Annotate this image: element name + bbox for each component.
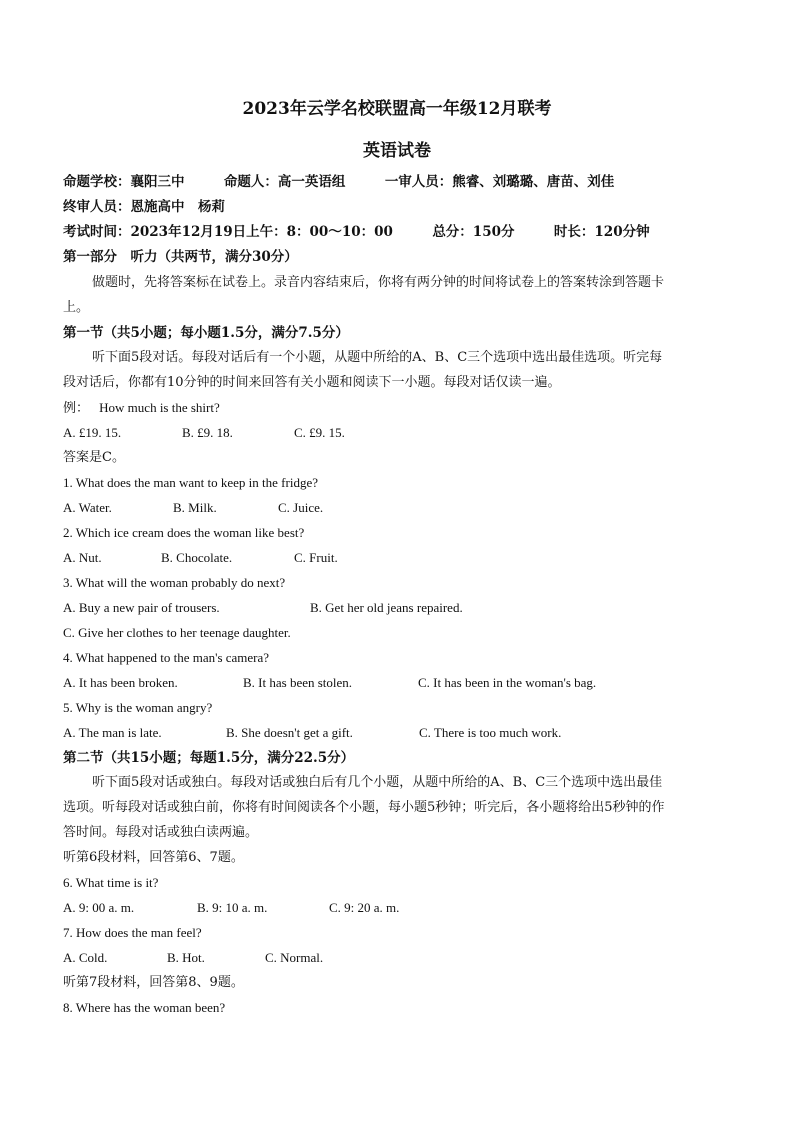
material-6-intro: 听第6段材料，回答第6、7题。 bbox=[63, 850, 244, 865]
q5-option-a: A. The man is late. bbox=[63, 725, 162, 740]
q3-option-b: B. Get her old jeans repaired. bbox=[310, 600, 463, 615]
q1-option-c: C. Juice. bbox=[278, 500, 324, 515]
example-row bbox=[63, 399, 220, 418]
example-label: 例： bbox=[63, 401, 90, 416]
info-row-1 bbox=[63, 173, 614, 191]
info-reviewers: 一审人员：熊睿、刘璐璐、唐苗、刘佳 bbox=[384, 174, 615, 190]
question-7: 7. How does the man feel? bbox=[63, 925, 202, 940]
section2-instr-line1: 听下面5段对话或独白。每段对话或独白后有几个小题，从题中所给的A、B、C三个选项中选出最佳 bbox=[92, 775, 663, 790]
q3-option-c: C. Give her clothes to her teenage daughter. bbox=[63, 625, 291, 640]
q7-option-c: C. Normal. bbox=[265, 950, 324, 965]
info-row-3 bbox=[63, 223, 650, 241]
question-1: 1. What does the man want to keep in the fridge? bbox=[63, 475, 318, 490]
q3-option-a: A. Buy a new pair of trousers. bbox=[63, 600, 220, 615]
q1-option-b: B. Milk. bbox=[173, 500, 217, 515]
exam-title: 2023年云学名校联盟高一年级12月联考 bbox=[242, 99, 552, 119]
q2-option-a: A. Nut. bbox=[63, 550, 102, 565]
info-time: 考试时间：2023年12月19日上午：8：00～10：00 bbox=[63, 224, 393, 240]
example-answer: 答案是C。 bbox=[63, 450, 125, 465]
info-duration: 时长：120分钟 bbox=[553, 224, 650, 240]
example-option-c: C. £9. 15. bbox=[294, 425, 345, 440]
section1-instr-line1: 听下面5段对话。每段对话后有一个小题，从题中所给的A、B、C三个选项中选出最佳选项。听完每 bbox=[92, 350, 663, 365]
part1-intro-line2: 上。 bbox=[63, 300, 90, 315]
section2-instr-line2: 选项。听每段对话或独白前，你将有时间阅读各个小题，每小题5秒钟；听完后，各小题将给出5秒钟的作 bbox=[63, 800, 665, 815]
info-score: 总分：150分 bbox=[432, 224, 515, 240]
q5-option-c: C. There is too much work. bbox=[419, 725, 562, 740]
example-option-b: B. £9. 18. bbox=[182, 425, 233, 440]
q6-option-a: A. 9: 00 a. m. bbox=[63, 900, 135, 915]
example-question: How much is the shirt? bbox=[99, 400, 220, 415]
info-author: 命题人：高一英语组 bbox=[223, 174, 346, 190]
part1-intro-line1: 做题时，先将答案标在试卷上。录音内容结束后，你将有两分钟的时间将试卷上的答案转涂到答题卡 bbox=[92, 275, 665, 290]
question-3: 3. What will the woman probably do next? bbox=[63, 575, 286, 590]
q1-option-a: A. Water. bbox=[63, 500, 112, 515]
question-5: 5. Why is the woman angry? bbox=[63, 700, 213, 715]
part1-heading: 第一部分 听力（共两节，满分30分） bbox=[63, 249, 298, 265]
question-2: 2. Which ice cream does the woman like best? bbox=[63, 525, 305, 540]
q6-option-b: B. 9: 10 a. m. bbox=[197, 900, 268, 915]
section2-instr-line3: 答时间。每段对话或独白读两遍。 bbox=[63, 825, 259, 840]
question-8: 8. Where has the woman been? bbox=[63, 1000, 226, 1015]
q6-option-c: C. 9: 20 a. m. bbox=[329, 900, 400, 915]
question-4: 4. What happened to the man's camera? bbox=[63, 650, 270, 665]
q4-option-c: C. It has been in the woman's bag. bbox=[418, 675, 597, 690]
info-final-reviewers: 终审人员：恩施高中 杨莉 bbox=[63, 199, 225, 215]
q4-option-b: B. It has been stolen. bbox=[243, 675, 353, 690]
example-option-a: A. £19. 15. bbox=[63, 425, 122, 440]
q7-option-a: A. Cold. bbox=[63, 950, 108, 965]
exam-subtitle: 英语试卷 bbox=[363, 141, 431, 161]
section2-heading: 第二节（共15小题；每题1.5分，满分22.5分） bbox=[63, 750, 355, 766]
question-6: 6. What time is it? bbox=[63, 875, 159, 890]
q2-option-b: B. Chocolate. bbox=[161, 550, 233, 565]
q7-option-b: B. Hot. bbox=[167, 950, 205, 965]
q2-option-c: C. Fruit. bbox=[294, 550, 338, 565]
section1-heading: 第一节（共5小题；每小题1.5分，满分7.5分） bbox=[63, 325, 349, 341]
q5-option-b: B. She doesn't get a gift. bbox=[226, 725, 353, 740]
material-7-intro: 听第7段材料，回答第8、9题。 bbox=[63, 975, 244, 990]
info-school: 命题学校：襄阳三中 bbox=[63, 174, 185, 190]
section1-instr-line2: 段对话后，你都有10分钟的时间来回答有关小题和阅读下一小题。每段对话仅读一遍。 bbox=[63, 375, 561, 390]
q4-option-a: A. It has been broken. bbox=[63, 675, 178, 690]
